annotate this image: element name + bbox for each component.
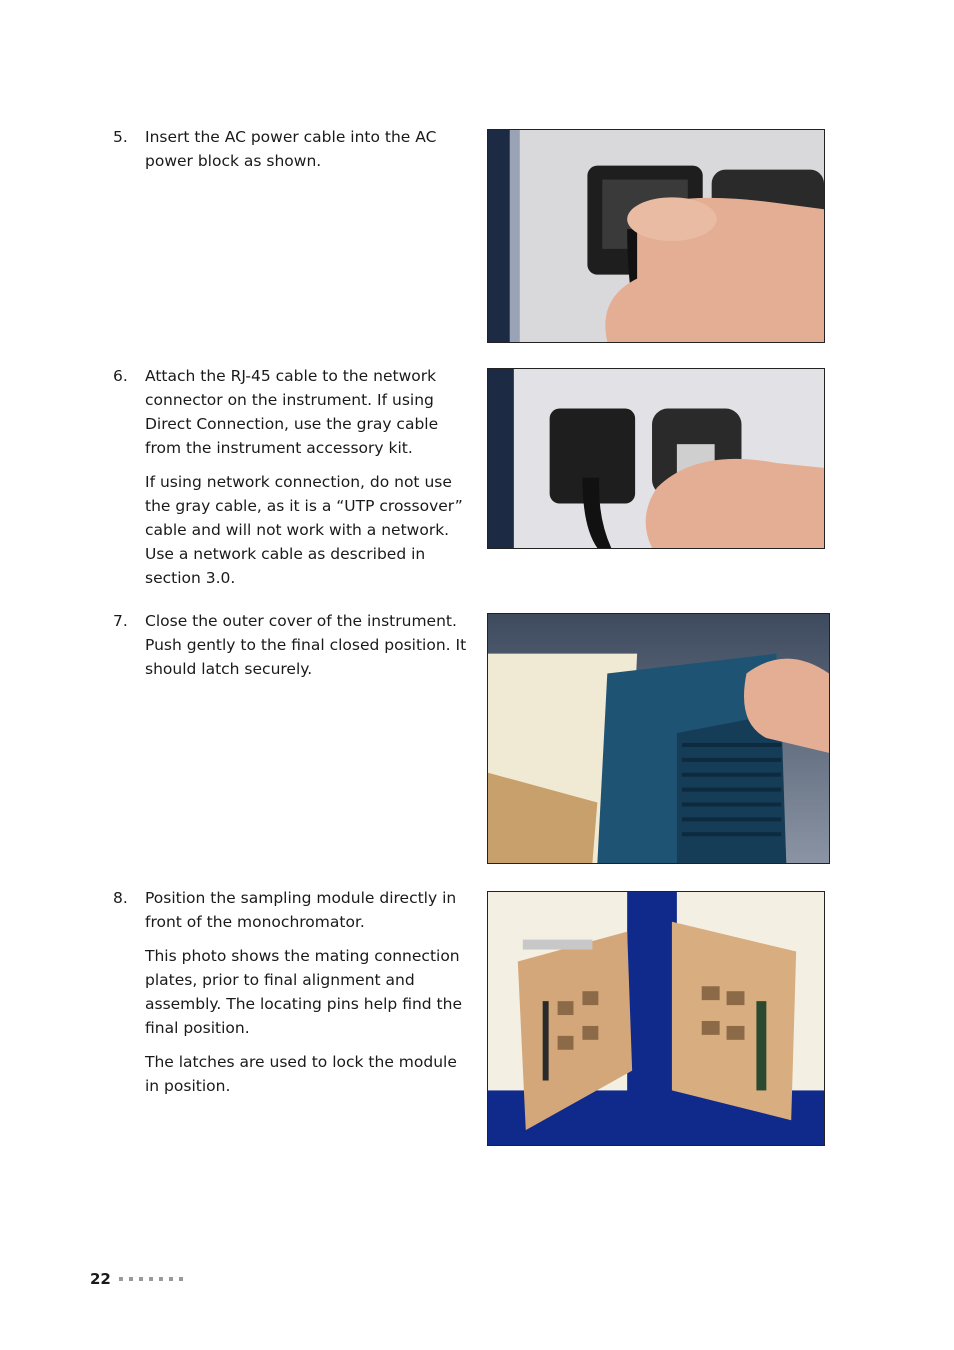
footer-dots xyxy=(119,1277,183,1281)
step-text: Attach the RJ-45 cable to the network connector on the instrument. If using Direct Connection, use the gray cable from the instrument accessory kit. xyxy=(145,367,439,457)
step-number: 8. xyxy=(113,889,128,907)
mating-plates-photo xyxy=(487,891,825,1146)
step-6 xyxy=(113,364,473,600)
step-text: Position the sampling module directly in front of the monochromator. xyxy=(145,889,457,931)
step-7 xyxy=(113,609,473,691)
rj45-cable-photo xyxy=(487,368,825,549)
step-text: Insert the AC power cable into the AC power block as shown. xyxy=(145,128,437,170)
step-number: 5. xyxy=(113,128,128,146)
step-text: The latches are used to lock the module in position. xyxy=(145,1053,457,1095)
step-text: This photo shows the mating connection plates, prior to final alignment and assembly. The locating pins help find the final position. xyxy=(145,947,462,1037)
step-text: If using network connection, do not use the gray cable, as it is a “UTP crossover” cable and will not work with a network. Use a network cable as described in section 3.0. xyxy=(145,473,463,587)
outer-cover-photo xyxy=(487,613,830,864)
step-number: 7. xyxy=(113,612,128,630)
step-number: 6. xyxy=(113,367,128,385)
step-text: Close the outer cover of the instrument. Push gently to the final closed position. It should latch securely. xyxy=(145,612,467,678)
page-number: 22 xyxy=(90,1270,111,1288)
ac-power-cable-photo xyxy=(487,129,825,343)
step-5 xyxy=(113,125,473,183)
step-8 xyxy=(113,886,473,1108)
